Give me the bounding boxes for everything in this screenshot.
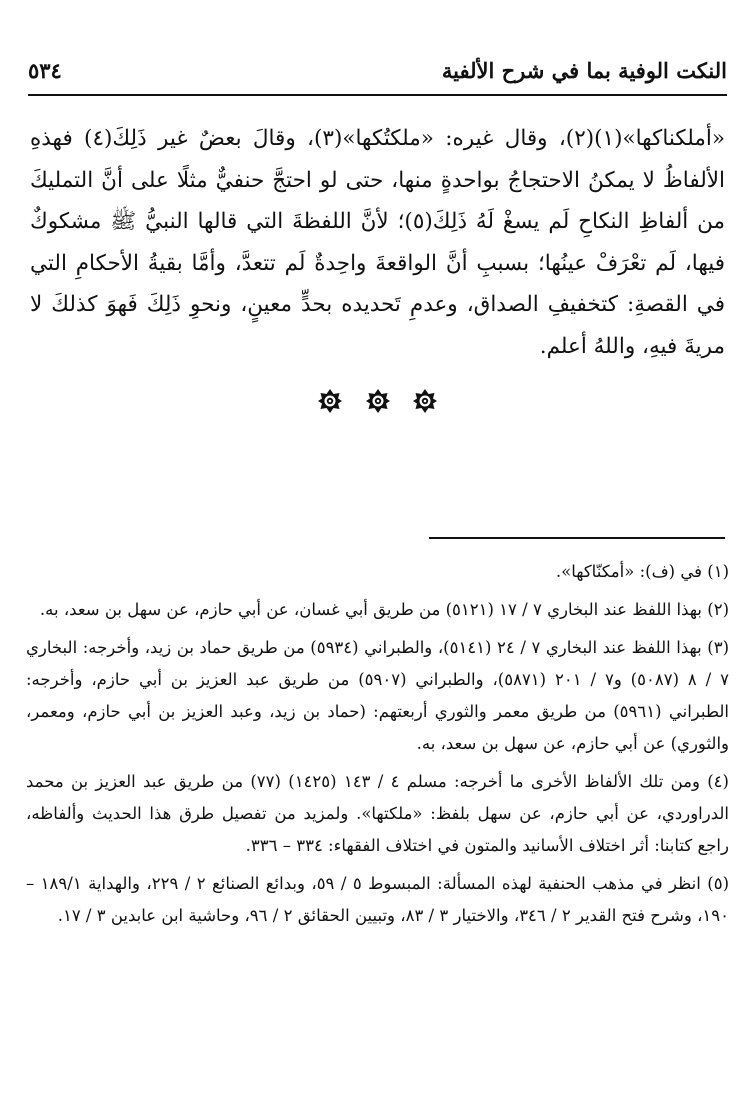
footnote xyxy=(26,868,729,932)
footnote-text: ومن تلك الألفاظ الأخرى ما أخرجه: مسلم ٤ / ١٤٣ (١٤٢٥) (٧٧) من طريق عبد العزيز بن محمد الدراوردي، عن أبي حازم، عن سهل بلفظ: «ملكتها». ولمزيد من تفصيل طرق هذا الحديث وألفاظه، راجع كتابنا: أثر اختلاف الأسانيد والمتون في اختلاف الفقهاء: ٣٣٤ – ٣٣٦. xyxy=(26,772,729,855)
footnote-number: (٤) xyxy=(707,772,729,791)
ornament-icon xyxy=(412,388,438,414)
footnote-text: بهذا اللفظ عند البخاري ٧ / ١٧ (٥١٢١) من طريق أبي غسان، عن أبي حازم، عن سهل بن سعد، به. xyxy=(39,600,702,619)
book-title: النكت الوفية بما في شرح الألفية xyxy=(441,58,727,83)
footnote xyxy=(26,556,729,588)
footnote-number: (٣) xyxy=(707,638,729,657)
footnote-separator xyxy=(429,537,725,539)
footnote xyxy=(26,594,729,626)
footnote-number: (٢) xyxy=(707,600,729,619)
footnote-text: انظر في مذهب الحنفية لهذه المسألة: المبسوط ٥ / ٥٩، وبدائع الصنائع ٢ / ٢٢٩، والهداية ١٨٩/١ – ١٩٠، وشرح فتح القدير ٢ / ٣٤٦، والاختيار ٣ / ٨٣، وتبيين الحقائق ٢ / ٩٦، وحاشية ابن عابدين ٣ / ١٧. xyxy=(26,874,729,925)
footnote-number: (١) xyxy=(707,562,729,581)
footnotes xyxy=(26,556,729,938)
footnote xyxy=(26,766,729,862)
running-header xyxy=(28,56,727,96)
ornament-icon xyxy=(365,388,391,414)
header-rule xyxy=(28,94,727,96)
footnote-text: بهذا اللفظ عند البخاري ٧ / ٢٤ (٥١٤١)، والطبراني (٥٩٣٤) من طريق حماد بن زيد، وأخرجه: البخاري ٧ / ٨ (٥٠٨٧) و٧ / ٢٠١ (٥٨٧١)، والطبراني (٥٩٠٧) من طريق عبد العزيز بن أبي حازم، وأخرجه: الطبراني (٥٩٦١) من طريق معمر والثوري أربعتهم: (حماد بن زيد، وعبد العزيز بن أبي حازم، ومعمر، والثوري) عن أبي حازم، عن سهل بن سعد، به. xyxy=(26,638,730,753)
ornament-icon xyxy=(317,388,343,414)
footnote-number: (٥) xyxy=(707,874,729,893)
section-ornaments xyxy=(0,388,755,418)
page-number: ٥٣٤ xyxy=(28,58,62,83)
footnote xyxy=(26,632,729,760)
main-text: «أملكناكها»(١)(٢)، وقال غيره: «ملكتُكها»(٣)، وقالَ بعضٌ غير ذَلِكَ(٤) فهذهِ الألفاظُ لا يمكنُ الاحتجاجُ بواحدةٍ منها، حتى لو احتجَّ حنفيٌّ مثلًا على أنَّ التمليكَ من ألفاظِ النكاحِ لَم يسغْ لَهُ ذَلِكَ(٥)؛ لأنَّ اللفظةَ التي قالها النبيُّ ﷺ مشكوكٌ فيها، لَم تعْرَفْ عينُها؛ بسببِ أنَّ الواقعةَ واحِدةٌ لَم تتعدَّ، وأمَّا بقيةُ الأحكامِ التي في القصةِ: كتخفيفِ الصداق، وعدمِ تَحديده بحدٍّ معينٍ، ونحوِ ذَلِكَ فَهوَ كذلكَ لا مريةَ فيهِ، واللهُ أعلم. xyxy=(30,126,726,359)
footnote-text: في (ف): «أمكنّاكها». xyxy=(555,562,702,581)
